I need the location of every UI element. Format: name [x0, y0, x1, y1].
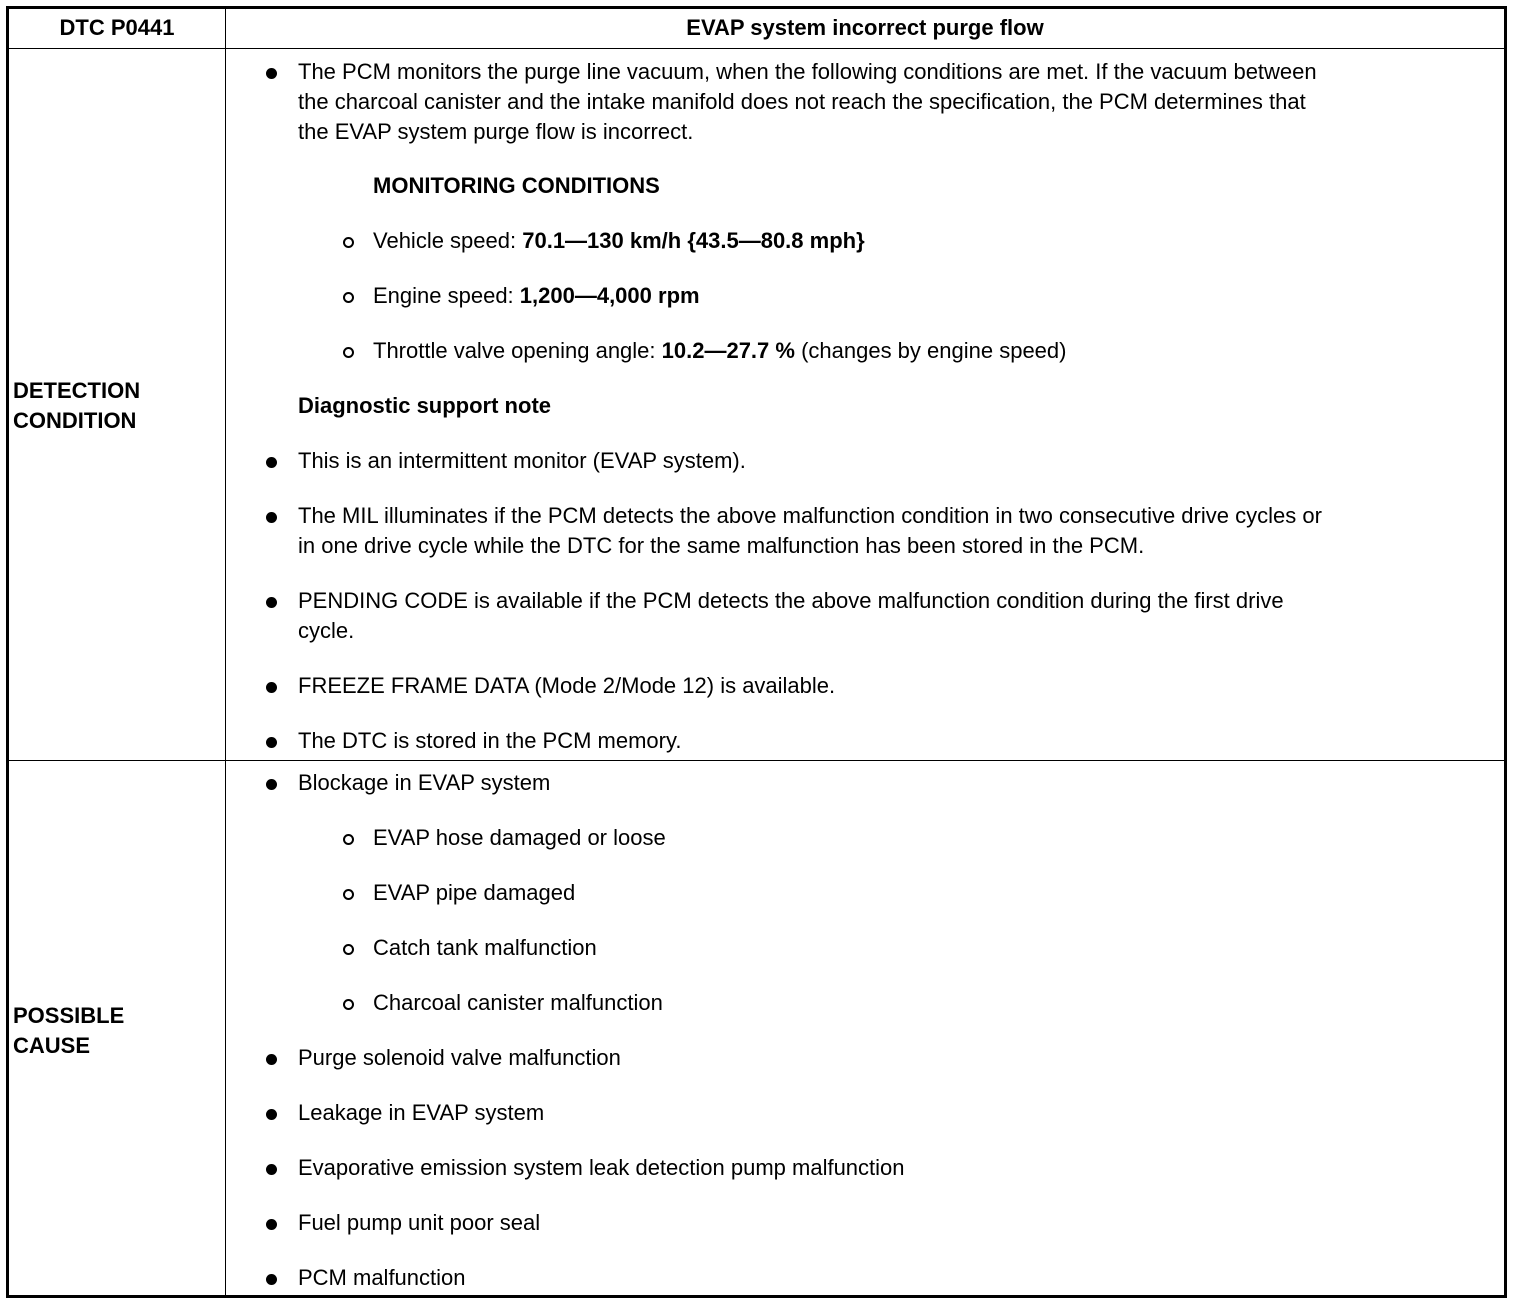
bullet-icon: [266, 1219, 277, 1230]
condition-engine-speed: Engine speed: 1,200—4,000 rpm: [373, 283, 700, 308]
note-dtc-stored: The DTC is stored in the PCM memory.: [298, 728, 682, 753]
circle-bullet-icon: [343, 999, 354, 1010]
detection-label-line1: DETECTION: [13, 378, 141, 403]
circle-bullet-icon: [343, 347, 354, 358]
intro-line-3: the EVAP system purge flow is incorrect.: [298, 119, 694, 144]
cause-blockage: Blockage in EVAP system: [298, 770, 551, 795]
circle-bullet-icon: [343, 292, 354, 303]
bullet-icon: [266, 1054, 277, 1065]
bullet-icon: [266, 682, 277, 693]
note-mil-line-2: in one drive cycle while the DTC for the same malfunction has been stored in the PCM.: [298, 533, 1145, 558]
cause-canister: Charcoal canister malfunction: [373, 990, 663, 1015]
detection-label-line2: CONDITION: [13, 408, 137, 433]
cause-purge-valve: Purge solenoid valve malfunction: [298, 1045, 621, 1070]
diagnostic-support-heading: Diagnostic support note: [298, 393, 551, 418]
cause-catch-tank: Catch tank malfunction: [373, 935, 597, 960]
note-mil-line-1: The MIL illuminates if the PCM detects the above malfunction condition in two consecutive drive cycles or: [298, 503, 1322, 528]
monitoring-conditions-heading: MONITORING CONDITIONS: [373, 173, 660, 198]
bullet-icon: [266, 597, 277, 608]
dtc-table: [6, 6, 1507, 1298]
bullet-icon: [266, 457, 277, 468]
dtc-code: DTC P0441: [59, 15, 175, 40]
cause-label-line2: CAUSE: [13, 1033, 91, 1058]
cause-fuel-pump: Fuel pump unit poor seal: [298, 1210, 541, 1235]
intro-line-2: the charcoal canister and the intake manifold does not reach the specification, the PCM determines that: [298, 89, 1306, 114]
cause-hose: EVAP hose damaged or loose: [373, 825, 666, 850]
circle-bullet-icon: [343, 834, 354, 845]
condition-throttle-angle: Throttle valve opening angle: 10.2—27.7 % (changes by engine speed): [373, 338, 1067, 363]
circle-bullet-icon: [343, 889, 354, 900]
detection-condition-label: [13, 376, 213, 436]
bullet-icon: [266, 1109, 277, 1120]
condition-vehicle-speed: Vehicle speed: 70.1—130 km/h {43.5—80.8 mph}: [373, 228, 865, 253]
note-freeze-frame: FREEZE FRAME DATA (Mode 2/Mode 12) is available.: [298, 673, 836, 698]
bullet-icon: [266, 68, 277, 79]
cause-ldp: Evaporative emission system leak detection pump malfunction: [298, 1155, 905, 1180]
cause-leakage: Leakage in EVAP system: [298, 1100, 545, 1125]
circle-bullet-icon: [343, 237, 354, 248]
note-pending-line-1: PENDING CODE is available if the PCM detects the above malfunction condition during the first drive: [298, 588, 1284, 613]
possible-cause-label: [13, 1001, 213, 1061]
cause-pcm: PCM malfunction: [298, 1265, 466, 1290]
bullet-icon: [266, 1274, 277, 1285]
column-divider: [225, 9, 226, 1295]
circle-bullet-icon: [343, 944, 354, 955]
table-title: EVAP system incorrect purge flow: [686, 15, 1044, 40]
cause-label-line1: POSSIBLE: [13, 1003, 125, 1028]
bullet-icon: [266, 779, 277, 790]
section-divider: [9, 760, 1504, 761]
intro-line-1: The PCM monitors the purge line vacuum, when the following conditions are met. If the vacuum between: [298, 59, 1317, 84]
note-pending-line-2: cycle.: [298, 618, 355, 643]
note-intermittent: This is an intermittent monitor (EVAP system).: [298, 448, 746, 473]
bullet-icon: [266, 737, 277, 748]
bullet-icon: [266, 512, 277, 523]
bullet-icon: [266, 1164, 277, 1175]
header-divider: [9, 48, 1504, 49]
cause-pipe: EVAP pipe damaged: [373, 880, 576, 905]
